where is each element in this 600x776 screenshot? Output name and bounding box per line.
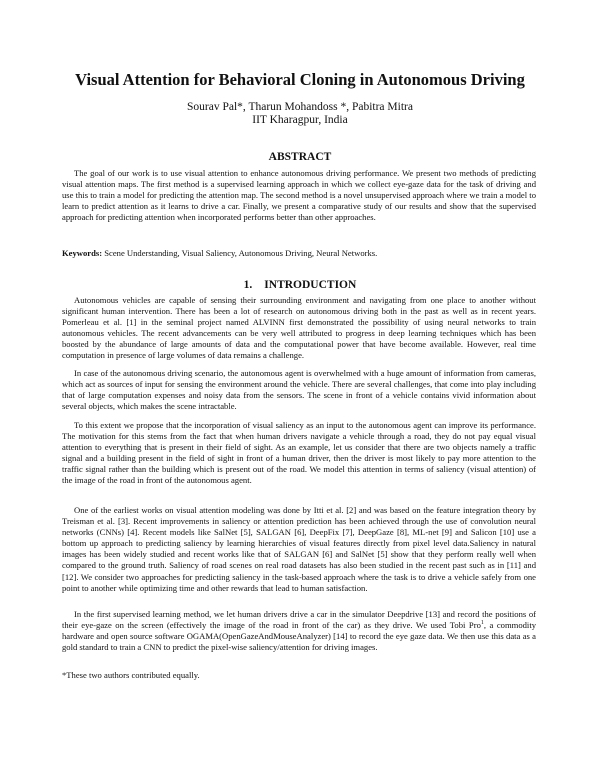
section-heading-introduction (0, 279, 600, 291)
intro-paragraph-3: To this extent we propose that the incorporation of visual saliency as an input to the autonomous agent can improve its performance. The motivation for this stems from the fact that when human drivers navigate a vehicle through a road, they do not pay equal visual attention to everything that is present in their field of sight. As an example, let us consider that there are two objects namely a traffic signal and a building present in the field of sight in front of a human driver, then the driver is most likely to pay more attention to the traffic signal rather than the building which is present out of the road. We model this attention in terms of saliency (visual attention) of the image of the road in front of the autonomous agent. (62, 420, 536, 486)
intro-paragraph-5-start: In the first supervised learning method, we let human drivers drive a car in the simulator Deepdrive [13] and record the positions of their eye-gaze on the screen (effectively the image of the road in front of the car) as they drive. We used Tobi Pro (62, 609, 536, 631)
keywords-label: Keywords: (62, 248, 103, 258)
author-list: Sourav Pal*, Tharun Mohandoss *, Pabitra Mitra (187, 101, 413, 113)
intro-paragraph-5-end: , a commodity hardware and open source software OGAMA(OpenGazeAndMouseAnalyzer) [14] to record the eye gaze data. We then use this data as a gold standard to train a CNN to predict the pixel-wise saliency/attention for driving images. (62, 620, 537, 653)
section-title: INTRODUCTION (264, 279, 357, 291)
intro-paragraph-5 (62, 609, 536, 653)
abstract-text: The goal of our work is to use visual attention to enhance autonomous driving performance. We present two methods of predicting visual attention maps. The first method is a supervised learning approach in which we collect eye-gaze data for the task of driving and use this to train a model for predicting the attention map. The second method is a novel unsupervised approach where we train a model to learn to predict attention as it learns to drive a car. Finally, we present a comparative study of our results and show that the supervised approach for predicting attention when incorporated performs better than other approaches. (62, 168, 536, 223)
intro-paragraph-4: One of the earliest works on visual attention modeling was done by Itti et al. [2] and was based on the feature integration theory by Treisman et al. [3]. Recent improvements in saliency or attention prediction has been achieved through the use of convolution neural networks (CNNs) [4]. Recent models like SalNet [5], SALGAN [6], DeepFix [7], DeepGaze [8], ML-net [9] and Salicon [10] use a bottom up approach to predicting saliency by learning hierarchies of visual features directly from pixel level data.Saliency in natural images has been widely studied and recent works like that of SALGAN [6] and SalNet [5] show that they perform really well when compared to the ground truth. Saliency of road scenes on real road datasets has also been studied in the recent past such as in [11] and [12]. We consider two approaches for predicting saliency in the task-based approach where the task is to drive a vehicle safely from one point to another while optimizing time and other rewards that lead to human satisfaction. (62, 505, 536, 593)
affiliation: IIT Kharagpur, India (252, 114, 348, 126)
keywords-line (62, 248, 536, 259)
intro-paragraph-2: In case of the autonomous driving scenario, the autonomous agent is overwhelmed with a huge amount of information from cameras, which act as sources of input for sensing the environment around the vehicle. There are several challenges, that come into play including that of large computation expenses and noisy data from the sensors. The scene in front of a vehicle contains vivid information about several objects, which makes the scene intractable. (62, 368, 536, 412)
intro-paragraph-1: Autonomous vehicles are capable of sensing their surrounding environment and navigating from one place to another without significant human intervention. There has been a lot of research on autonomous driving both in the past as well as in recent years. Pomerleau et al. [1] in the seminal project named ALVINN first demonstrated the possibility of using neural networks to train autonomous vehicles. The recent advancements can be very well attributed to progress in deep learning techniques which has been boosted by the abundance of large amounts of data and the computational power that have become available. However, real time computation in presence of large volumes of data remains a challenge. (62, 295, 536, 361)
keywords-text: Scene Understanding, Visual Saliency, Autonomous Driving, Neural Networks. (104, 248, 378, 258)
abstract-heading: ABSTRACT (268, 151, 332, 163)
paper-title: Visual Attention for Behavioral Cloning in Autonomous Driving (75, 70, 525, 89)
section-number: 1. (243, 279, 253, 291)
footnote-marker: 1 (480, 620, 484, 627)
footnote: *These two authors contributed equally. (62, 670, 200, 680)
